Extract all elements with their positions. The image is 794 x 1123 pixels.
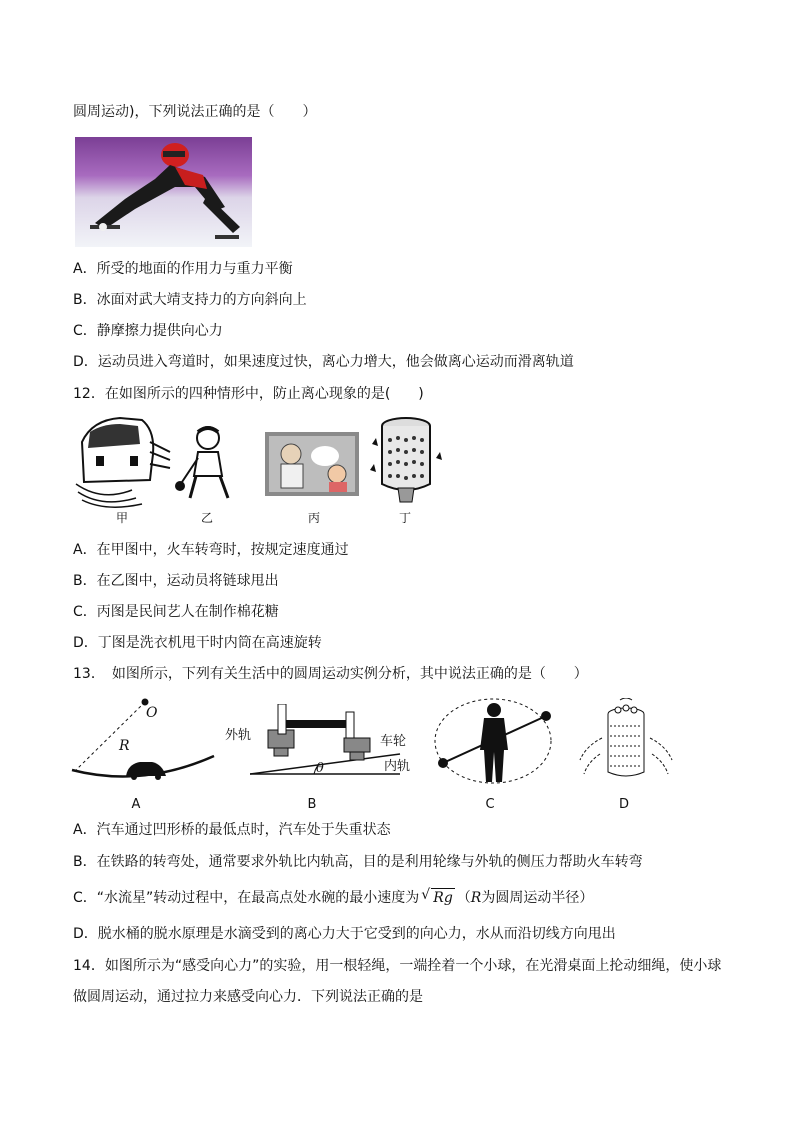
q13-label-o: O — [146, 705, 158, 721]
q14-stem-line1: 14．如图所示为“感受向心力”的实验，用一根轻绳，一端拴着一个小球，在光滑桌面上抡动细绳，使小球 — [73, 958, 722, 974]
q12-option-b: B．在乙图中，运动员将链球甩出 — [73, 573, 279, 589]
q12-hammer-throw-figure — [172, 424, 242, 502]
q11-option-d: D．运动员进入弯道时，如果速度过快，离心力增大，他会做离心运动而滑离轨道 — [73, 354, 574, 370]
q12-washer-drum-figure — [368, 414, 444, 506]
q12-cotton-candy-figure — [265, 432, 359, 496]
q13-stem: 13． 如图所示，下列有关生活中的圆周运动实例分析，其中说法正确的是（ ） — [73, 666, 588, 682]
q12-stem: 12．在如图所示的四种情形中，防止离心现象的是( ) — [73, 386, 424, 402]
q13-option-b: B．在铁路的转弯处，通常要求外轨比内轨高，目的是利用轮缘与外轨的侧压力帮助火车转弯 — [73, 854, 643, 870]
q12-caption-yi: 乙 — [200, 511, 213, 525]
q12-caption-jia: 甲 — [115, 511, 128, 525]
q13-option-c-text: C．“水流星”转动过程中，在最高点处水碗的最小速度为 — [73, 890, 420, 906]
q13-caption-b: B — [307, 797, 317, 812]
q12-option-a: A．在甲图中，火车转弯时，按规定速度通过 — [73, 542, 349, 558]
q13-label-r: R — [119, 738, 130, 754]
q11-option-b: B．冰面对武大靖支持力的方向斜向上 — [73, 292, 307, 308]
q13-option-c-tail: 为圆周运动半径） — [481, 890, 594, 906]
q13-figure-c-water-meteor — [432, 696, 554, 786]
q12-caption-bing: 丙 — [307, 511, 320, 525]
sqrt-symbol: √ Rg — [421, 887, 453, 906]
q13-figure-d-spin-dryer — [576, 698, 676, 784]
q13-figure-a-concave-bridge — [70, 694, 220, 786]
q13-option-c-r: R — [470, 890, 482, 906]
q13-option-a: A．汽车通过凹形桥的最低点时，汽车处于失重状态 — [73, 822, 391, 838]
q12-option-c: C．丙图是民间艺人在制作棉花糖 — [73, 604, 279, 620]
q13-option-c — [73, 888, 593, 907]
q13-caption-a: A — [131, 797, 141, 812]
q11-skater-photo — [75, 137, 252, 247]
q13-caption-d: D — [618, 797, 629, 812]
q13-option-d: D．脱水桶的脱水原理是水滴受到的离心力大于它受到的向心力，水从而沿切线方向甩出 — [73, 926, 616, 942]
q13-label-wheel: 车轮 — [380, 734, 407, 749]
q12-option-d: D．丁图是洗衣机甩干时内筒在高速旋转 — [73, 635, 322, 651]
q13-label-outer-rail: 外轨 — [225, 728, 252, 743]
q13-option-c-radicand: Rg — [433, 890, 453, 906]
q14-stem-line2: 做圆周运动，通过拉力来感受向心力．下列说法正确的是 — [73, 989, 423, 1005]
q13-option-c-paren: （ — [456, 890, 471, 906]
q13-caption-c: C — [485, 797, 495, 812]
q12-train-figure — [72, 412, 172, 508]
q12-caption-ding: 丁 — [398, 511, 411, 525]
q11-option-a: A．所受的地面的作用力与重力平衡 — [73, 261, 293, 277]
q11-stem-tail: 圆周运动)，下列说法正确的是（ ） — [73, 104, 317, 120]
q13-label-theta: θ — [316, 761, 324, 776]
q13-label-inner-rail: 内轨 — [384, 759, 411, 774]
q11-option-c: C．静摩擦力提供向心力 — [73, 323, 223, 339]
